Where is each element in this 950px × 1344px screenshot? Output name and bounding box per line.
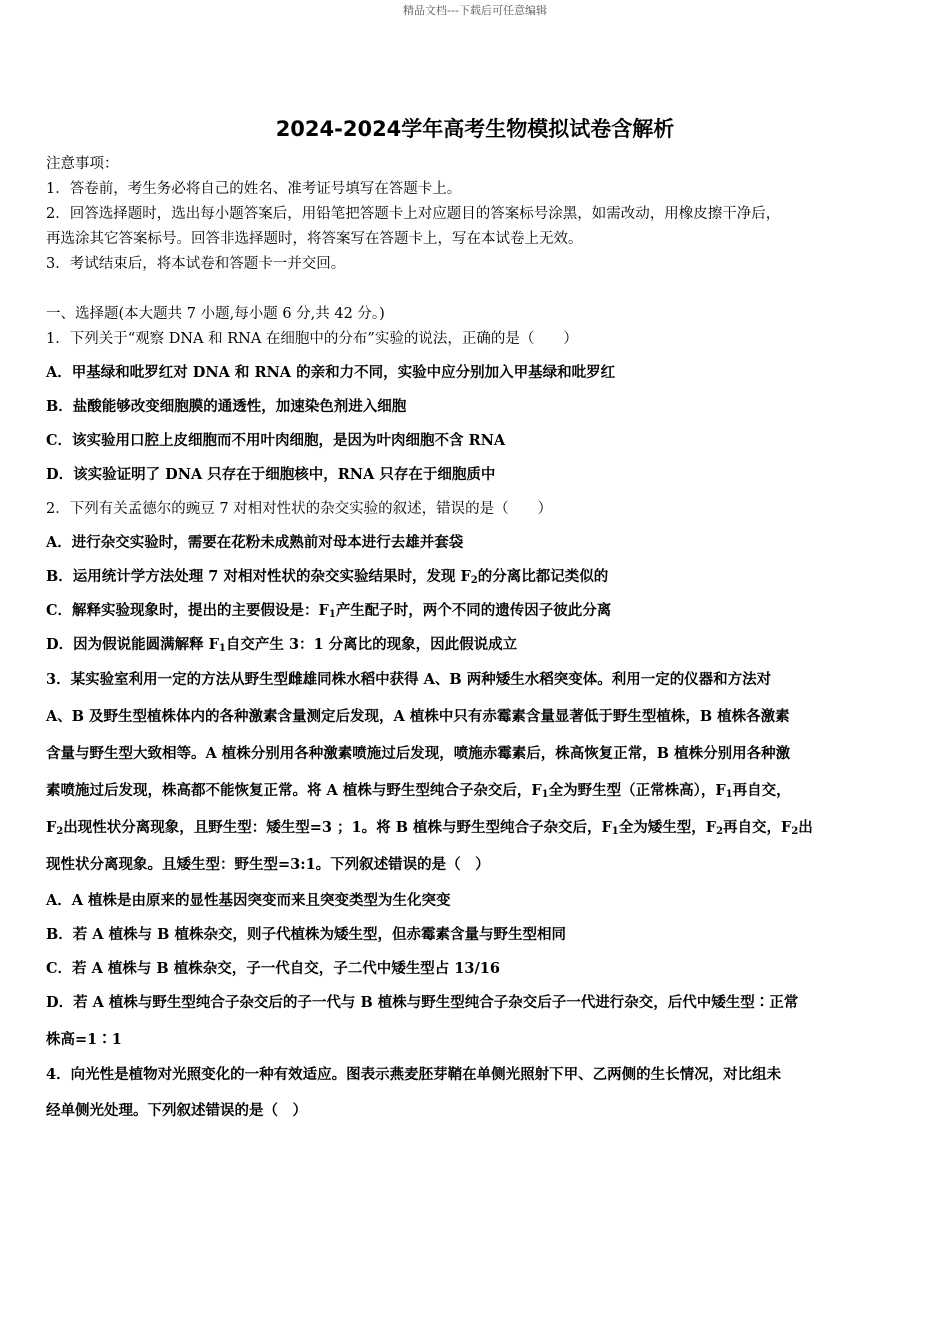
q3-option-d: D．若 A 植株与野生型纯合子杂交后的子一代与 B 植株与野生型纯合子杂交后子一代进行杂交，后代中矮生型∶正常 [46, 994, 799, 1011]
q2-option-d: D．因为假说能圆满解释 $F_1$自交产生 3：1 分离比的现象，因此假说成立 [46, 636, 518, 654]
q3-stem-line-6: 现性状分离现象。且矮生型：野生型=3:1。下列叙述错误的是（ ） [46, 856, 490, 873]
q1-option-d: D．该实验证明了 DNA 只存在于细胞核中，RNA 只存在于细胞质中 [46, 466, 496, 483]
notice-item-2: 2．回答选择题时，选出每小题答案后，用铅笔把答题卡上对应题目的答案标号涂黑，如需改动，用橡皮擦干净后， [46, 206, 781, 222]
notice-item-3: 3．考试结束后，将本试卷和答题卡一并交回。 [46, 256, 346, 272]
notice-item-1: 1．答卷前，考生务必将自己的姓名、准考证号填写在答题卡上。 [46, 181, 462, 197]
q2-option-b: B．运用统计学方法处理 7 对相对性状的杂交实验结果时，发现 $F_2$的分离比都记类似的 [46, 568, 609, 586]
q1-option-a: A．甲基绿和吡罗红对 DNA 和 RNA 的亲和力不同，实验中应分别加入甲基绿和吡罗红 [46, 364, 616, 381]
q3-stem-line-5: $F_2$出现性状分离现象，且野生型：矮生型=3 ；1。将 B 植株与野生型纯合子杂交后，$F_1$全为矮生型，$F_2$再自交，$F_2$出 [46, 819, 813, 837]
q3-stem-line-1: 3．某实验室利用一定的方法从野生型雌雄同株水稻中获得 A、B 两种矮生水稻突变体。利用一定的仪器和方法对 [46, 671, 772, 688]
notice-item-2-cont: 再选涂其它答案标号。回答非选择题时，将答案写在答题卡上，写在本试卷上无效。 [46, 231, 583, 247]
q1-option-b: B．盐酸能够改变细胞膜的通透性，加速染色剂进入细胞 [46, 398, 407, 415]
q1-option-c: C．该实验用口腔上皮细胞而不用叶肉细胞，是因为叶肉细胞不含 RNA [46, 432, 506, 449]
q3-stem-line-4: 素喷施过后发现，株高都不能恢复正常。将 A 植株与野生型纯合子杂交后，$F_1$全为野生型（正常株高），$F_1$再自交， [46, 782, 791, 800]
header-note: 精品文档---下载后可任意编辑 [403, 4, 547, 17]
q4-stem-line-1: 4．向光性是植物对光照变化的一种有效适应。图表示燕麦胚芽鞘在单侧光照射下甲、乙两侧的生长情况，对比组未 [46, 1066, 782, 1083]
q3-option-c: C．若 A 植株与 B 植株杂交，子一代自交，子二代中矮生型占 13/16 [46, 960, 500, 977]
q3-stem-line-2: A、B 及野生型植株体内的各种激素含量测定后发现，A 植株中只有赤霉素含量显著低于野生型植株，B 植株各激素 [46, 708, 790, 725]
section-heading: 一、选择题(本大题共 7 小题,每小题 6 分,共 42 分。) [46, 306, 385, 322]
page-title: 2024-2024学年高考生物模拟试卷含解析 [275, 117, 675, 141]
notice-heading: 注意事项： [46, 156, 119, 172]
q2-option-c: C．解释实验现象时，提出的主要假设是：$F_1$产生配子时，两个不同的遗传因子彼此分离 [46, 602, 612, 620]
q2-stem: 2．下列有关孟德尔的豌豆 7 对相对性状的杂交实验的叙述，错误的是（ ） [46, 501, 553, 517]
q3-option-d-cont: 株高=1∶1 [46, 1031, 122, 1048]
q3-option-b: B．若 A 植株与 B 植株杂交，则子代植株为矮生型，但赤霉素含量与野生型相同 [46, 926, 566, 943]
q3-option-a: A．A 植株是由原来的显性基因突变而来且突变类型为生化突变 [46, 892, 451, 909]
q4-stem-line-2: 经单侧光处理。下列叙述错误的是（ ） [46, 1102, 307, 1119]
q2-option-a: A．进行杂交实验时，需要在花粉未成熟前对母本进行去雄并套袋 [46, 534, 464, 551]
q1-stem: 1．下列关于“观察 DNA 和 RNA 在细胞中的分布”实验的说法，正确的是（ ） [46, 331, 578, 347]
q3-stem-line-3: 含量与野生型大致相等。A 植株分别用各种激素喷施过后发现，喷施赤霉素后，株高恢复正常，B 植株分别用各种激 [46, 745, 791, 762]
